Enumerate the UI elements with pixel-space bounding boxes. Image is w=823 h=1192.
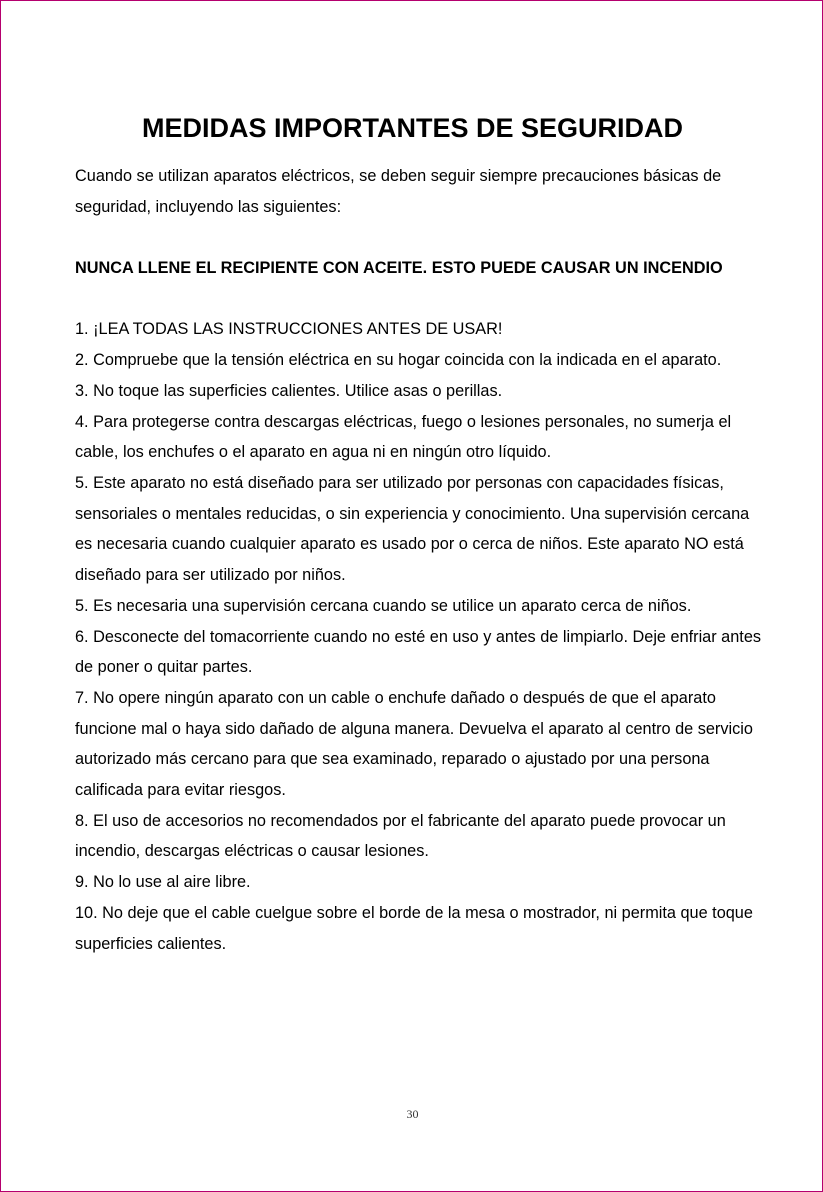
warning-paragraph: NUNCA LLENE EL RECIPIENTE CON ACEITE. ESTO PUEDE CAUSAR UN INCENDIO (75, 259, 723, 278)
safety-item: 2. Compruebe que la tensión eléctrica en su hogar coincida con la indicada en el aparato. (75, 351, 722, 370)
safety-item: 9. No lo use al aire libre. (75, 873, 251, 892)
page-title: MEDIDAS IMPORTANTES DE SEGURIDAD (141, 113, 684, 143)
safety-item: 6. Desconecte del tomacorriente cuando no esté en uso y antes de limpiarlo. Deje enfriar antes de poner o quitar partes. (75, 627, 762, 677)
intro-paragraph: Cuando se utilizan aparatos eléctricos, se deben seguir siempre precauciones básicas de seguridad, incluyendo las siguientes: (75, 167, 722, 216)
document-body (75, 161, 765, 959)
safety-item: 10. No deje que el cable cuelgue sobre el borde de la mesa o mostrador, ni permita que toque superficies calientes. (75, 903, 753, 953)
safety-item: 4. Para protegerse contra descargas eléctricas, fuego o lesiones personales, no sumerja el cable, los enchufes o el aparato en agua ni en ningún otro líquido. (75, 412, 732, 462)
safety-item: 3. No toque las superficies calientes. Utilice asas o perillas. (75, 381, 503, 400)
safety-item: 5. Es necesaria una supervisión cercana cuando se utilice un aparato cerca de niños. (75, 596, 692, 615)
safety-item: 1. ¡LEA TODAS LAS INSTRUCCIONES ANTES DE USAR! (75, 320, 503, 339)
safety-item: 7. No opere ningún aparato con un cable o enchufe dañado o después de que el aparato funcione mal o haya sido dañado de alguna manera. Devuelva el aparato al centro de servicio autorizado más cercano para que sea examinado, reparado o ajustado por una persona calificada para evitar riesgos. (75, 688, 753, 800)
page-number: 30 (406, 1107, 419, 1121)
safety-item: 5. Este aparato no está diseñado para ser utilizado por personas con capacidades físicas, sensoriales o mentales reducidas, o sin experiencia y conocimiento. Una supervisión cercana es necesaria cuando cualquier aparato es usado por o cerca de niños. Este aparato NO está diseñado para ser utilizado por niños. (75, 474, 750, 585)
safety-item: 8. El uso de accesorios no recomendados por el fabricante del aparato puede provocar un incendio, descargas eléctricas o causar lesiones. (75, 811, 726, 861)
